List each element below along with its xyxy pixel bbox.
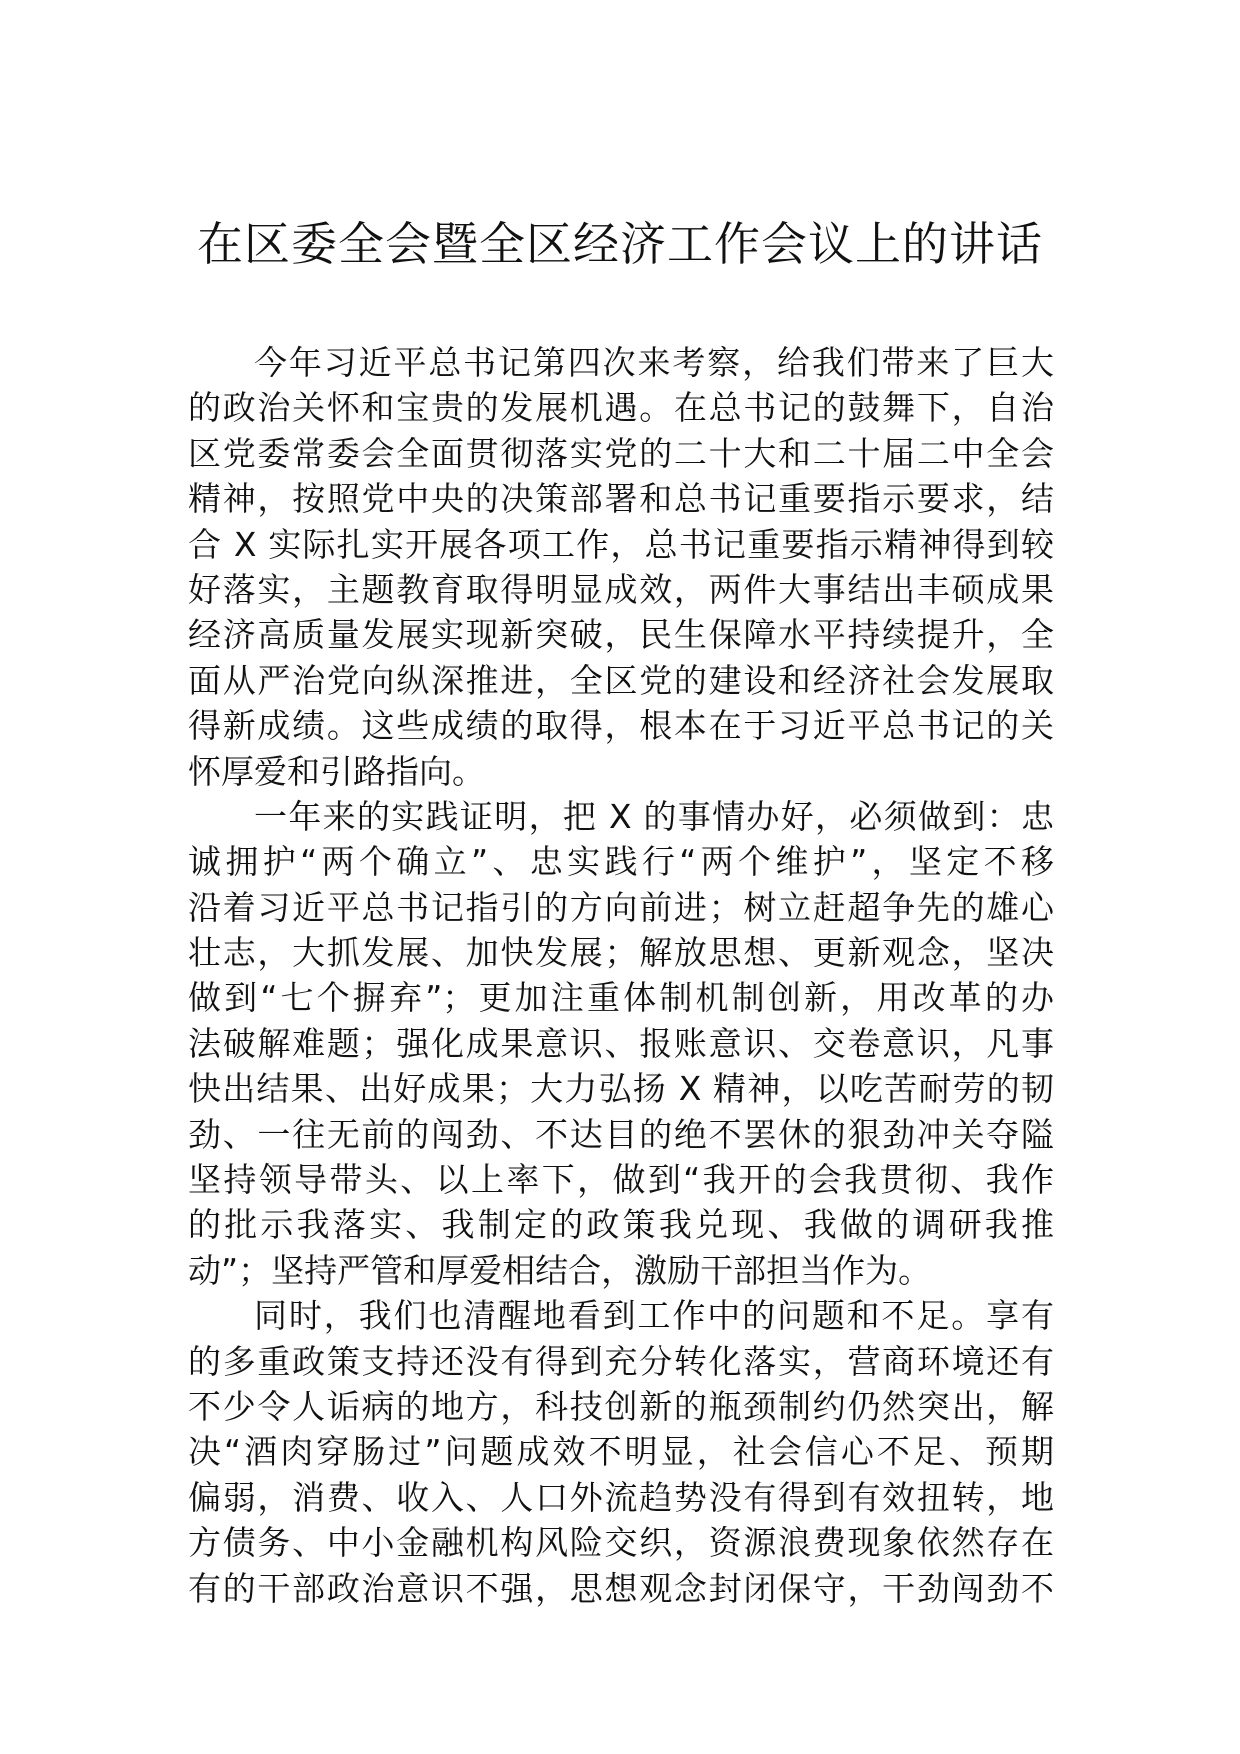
- text-line: 偏弱，消费、收入、人口外流趋势没有得到有效扭转，地: [188, 1477, 1054, 1517]
- document-title: 在区委全会暨全区经济工作会议上的讲话: [197, 217, 1043, 271]
- text-line: 坚持领导带头、以上率下，做到“我开的会我贯彻、我作: [188, 1160, 1054, 1200]
- text-line: 同时，我们也清醒地看到工作中的问题和不足。享有: [254, 1296, 1054, 1336]
- text-line: 做到“七个摒弃”；更加注重体制机制创新，用改革的办: [188, 978, 1054, 1018]
- text-line: 的多重政策支持还没有得到充分转化落实，营商环境还有: [188, 1341, 1054, 1381]
- text-line: 不少令人诟病的地方，科技创新的瓶颈制约仍然突出，解: [188, 1386, 1054, 1426]
- text-line: 有的干部政治意识不强，思想观念封闭保守，干劲闯劲不: [188, 1568, 1054, 1608]
- text-line: 法破解难题；强化成果意识、报账意识、交卷意识，凡事: [188, 1023, 1054, 1063]
- paragraph-1: [188, 340, 1054, 794]
- text-line: 面从严治党向纵深推进，全区党的建设和经济社会发展取: [188, 660, 1054, 700]
- text-line: 一年来的实践证明，把 X 的事情办好，必须做到：忠: [254, 796, 1054, 836]
- text-line: 劲、一往无前的闯劲、不达目的绝不罢休的狠劲冲关夺隘: [188, 1114, 1054, 1154]
- text-line: 区党委常委会全面贯彻落实党的二十大和二十届二中全会: [188, 433, 1054, 473]
- paragraph-2: [188, 794, 1054, 1293]
- text-line: 决“酒肉穿肠过”问题成效不明显，社会信心不足、预期: [188, 1432, 1054, 1472]
- text-line: 精神，按照党中央的决策部署和总书记重要指示要求，结: [188, 479, 1054, 519]
- text-line: 方债务、中小金融机构风险交织，资源浪费现象依然存在: [188, 1523, 1054, 1563]
- text-line: 壮志，大抓发展、加快发展；解放思想、更新观念，坚决: [188, 933, 1054, 973]
- text-line: 今年习近平总书记第四次来考察，给我们带来了巨大: [254, 343, 1054, 382]
- text-line: 沿着习近平总书记指引的方向前进；树立赶超争先的雄心: [188, 887, 1054, 927]
- text-line: 经济高质量发展实现新突破，民生保障水平持续提升，全: [188, 615, 1054, 655]
- paragraph-3: [188, 1293, 1054, 1611]
- document-body: [188, 340, 1054, 1611]
- text-line: 的批示我落实、我制定的政策我兑现、我做的调研我推: [188, 1205, 1054, 1245]
- text-line: 快出结果、出好成果；大力弘扬 X 精神，以吃苦耐劳的韧: [188, 1069, 1054, 1109]
- text-line: 合 X 实际扎实开展各项工作，总书记重要指示精神得到较: [188, 524, 1054, 564]
- text-line: 的政治关怀和宝贵的发展机遇。在总书记的鼓舞下，自治: [188, 388, 1054, 428]
- text-line: 诚拥护“两个确立”、忠实践行“两个维护”，坚定不移: [188, 842, 1054, 882]
- text-line: 怀厚爱和引路指向。: [188, 751, 485, 791]
- text-line: 得新成绩。这些成绩的取得，根本在于习近平总书记的关: [188, 706, 1054, 746]
- text-line: 动”；坚持严管和厚爱相结合，激励干部担当作为。: [188, 1250, 932, 1290]
- text-line: 好落实，主题教育取得明显成效，两件大事结出丰硕成果: [188, 569, 1054, 609]
